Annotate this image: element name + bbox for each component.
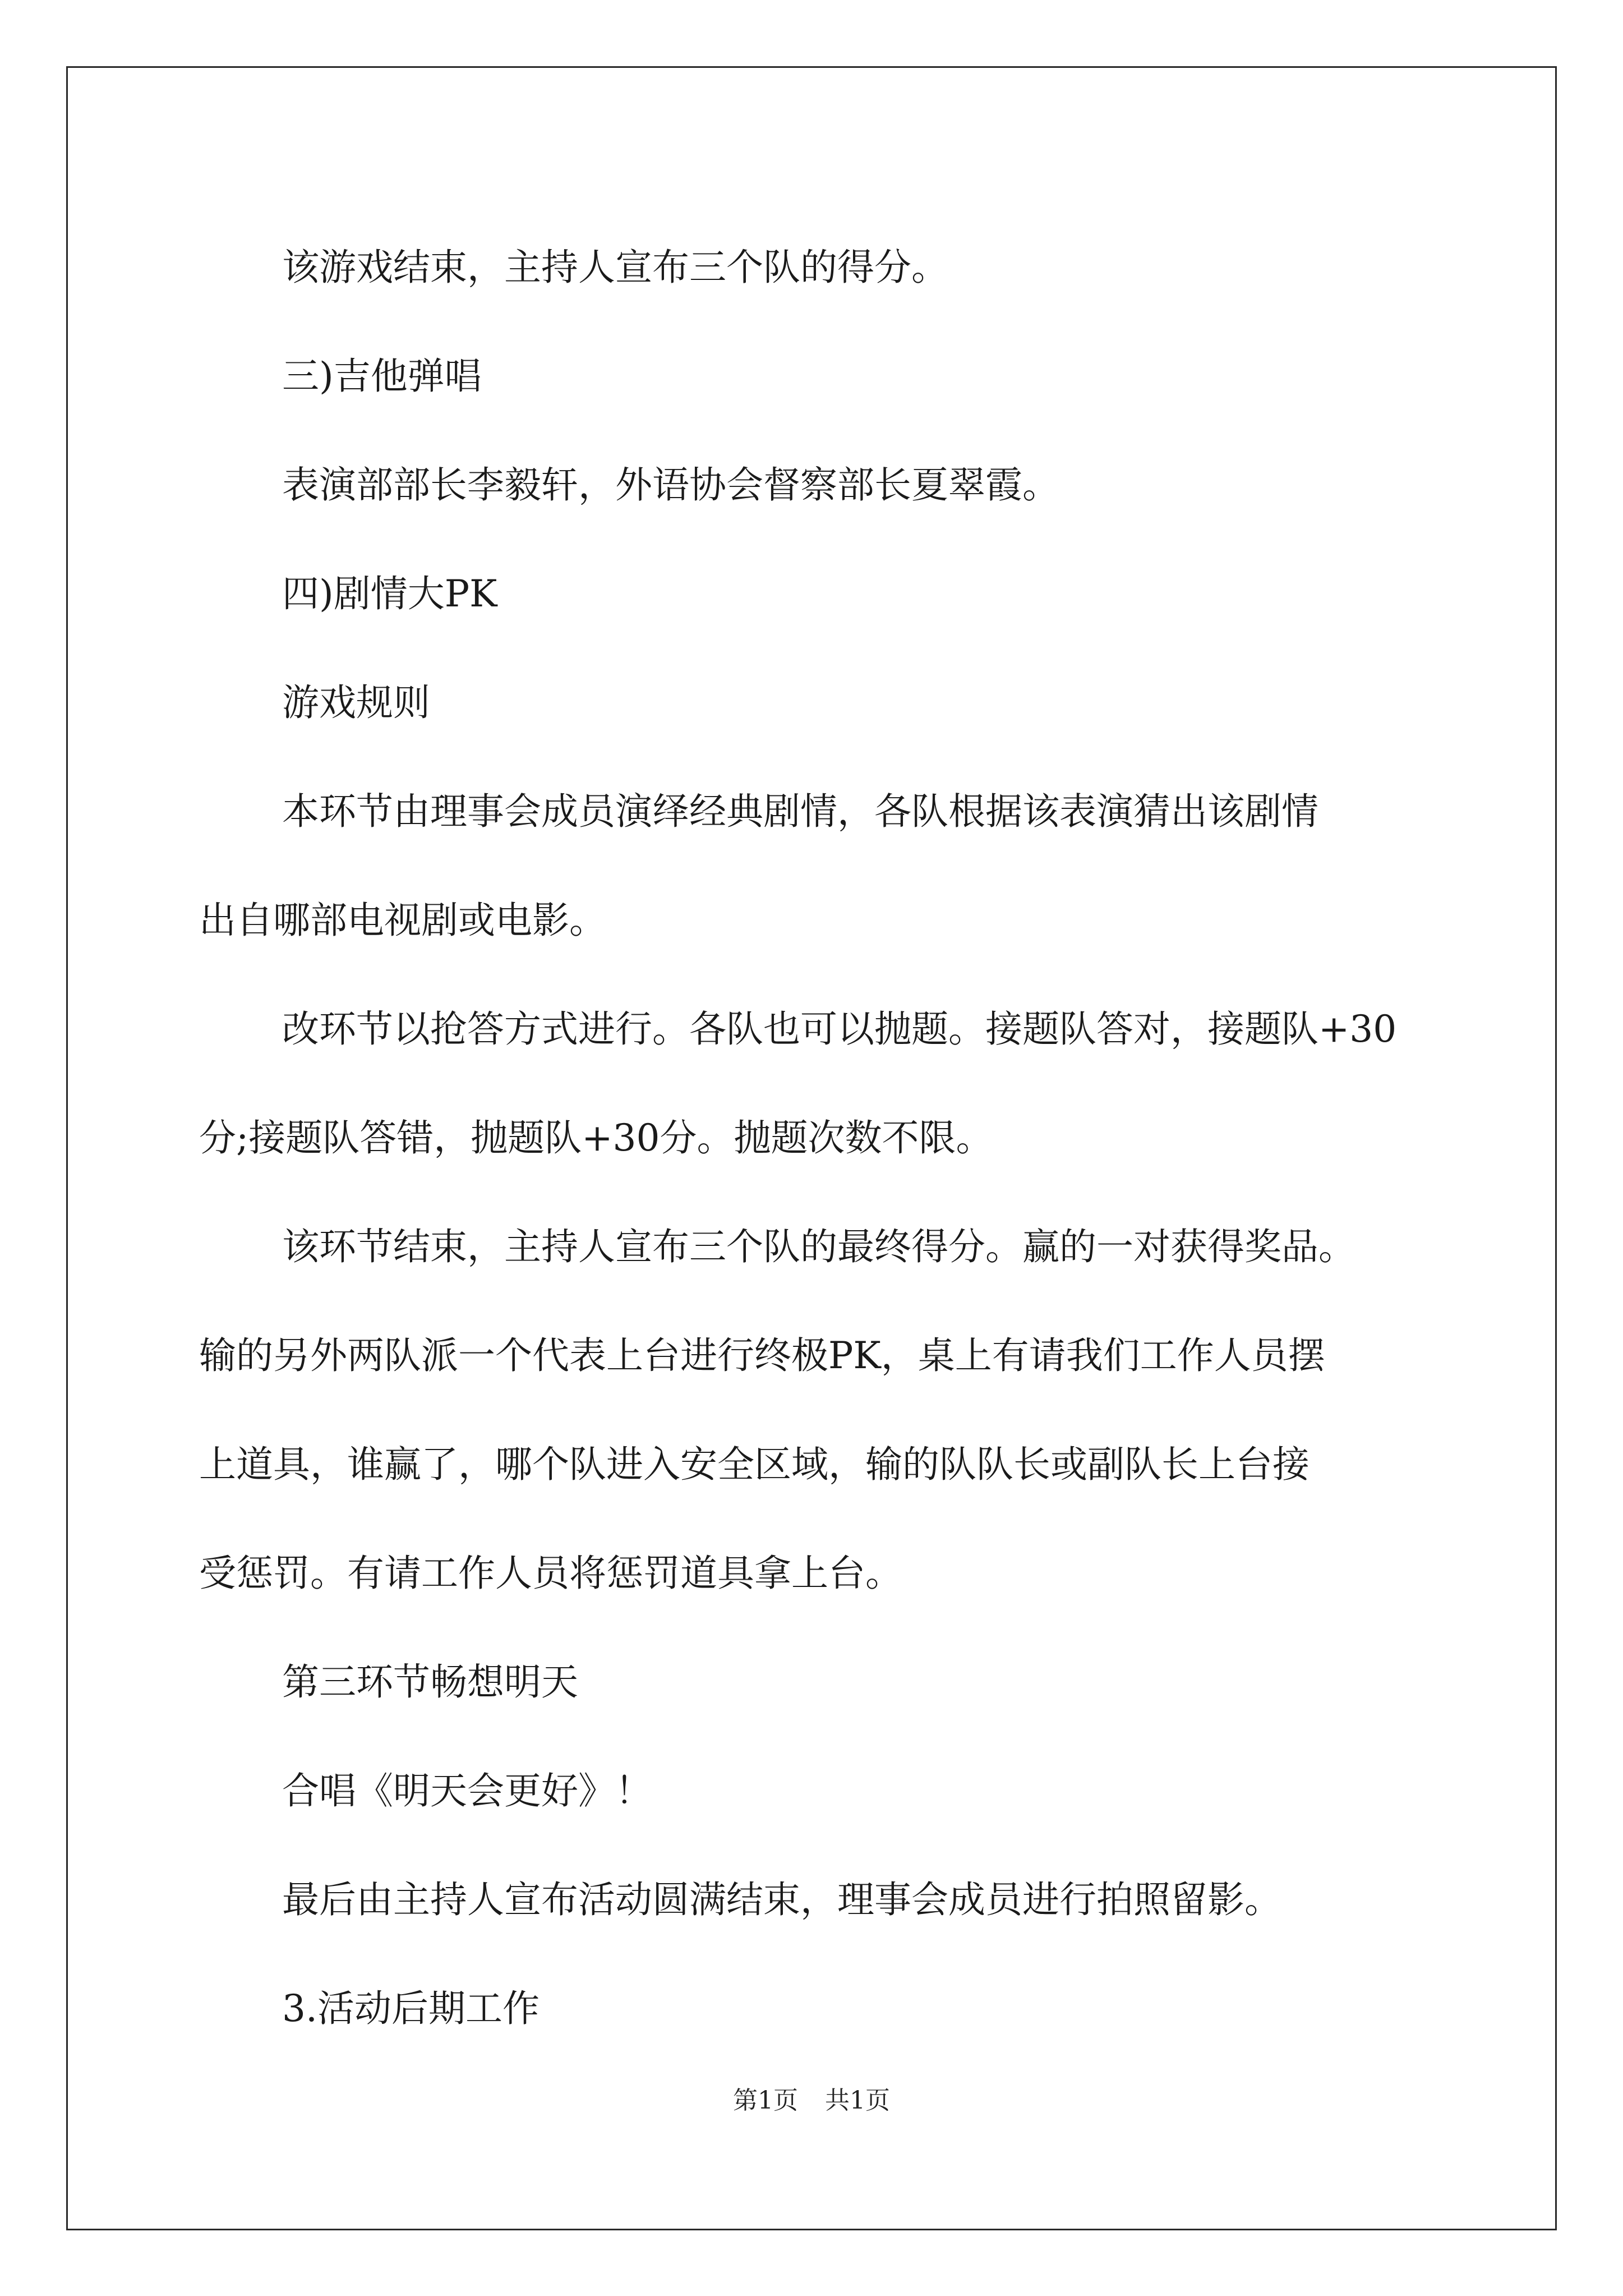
paragraph: 该游戏结束，主持人宣布三个队的得分。: [282, 246, 948, 289]
page-total: 共1页: [825, 2086, 890, 2115]
paragraph: 本环节由理事会成员演绎经典剧情，各队根据该表演猜出该剧情: [282, 790, 1318, 833]
section-heading: 第三环节畅想明天: [282, 1660, 578, 1704]
document-body: [199, 213, 1444, 2063]
paragraph-continuation: 出自哪部电视剧或电影。: [199, 899, 606, 942]
paragraph-continuation: 受惩罚。有请工作人员将惩罚道具拿上台。: [199, 1552, 902, 1595]
paragraph: 表演部部长李毅轩，外语协会督察部长夏翠霞。: [282, 463, 1059, 507]
paragraph-continuation: 输的另外两队派一个代表上台进行终极PK，桌上有请我们工作人员摆: [199, 1334, 1325, 1377]
section-heading: 3.活动后期工作: [282, 1987, 540, 2030]
paragraph-continuation: 上道具，谁赢了，哪个队进入安全区域，输的队队长或副队长上台接: [199, 1443, 1310, 1486]
page-footer: [0, 2084, 1623, 2118]
paragraph: 改环节以抢答方式进行。各队也可以抛题。接题队答对，接题队+30: [282, 1007, 1397, 1051]
paragraph: 最后由主持人宣布活动圆满结束，理事会成员进行拍照留影。: [282, 1878, 1281, 1921]
section-heading: 四)剧情大PK: [282, 572, 497, 615]
section-heading: 三)吉他弹唱: [282, 355, 482, 398]
paragraph: 合唱《明天会更好》！: [282, 1769, 652, 1812]
paragraph-continuation: 分;接题队答错，抛题队+30分。抛题次数不限。: [199, 1116, 993, 1159]
page-number: 第1页: [733, 2086, 798, 2115]
paragraph: 该环节结束，主持人宣布三个队的最终得分。赢的一对获得奖品。: [282, 1225, 1355, 1268]
paragraph: 游戏规则: [282, 681, 430, 724]
